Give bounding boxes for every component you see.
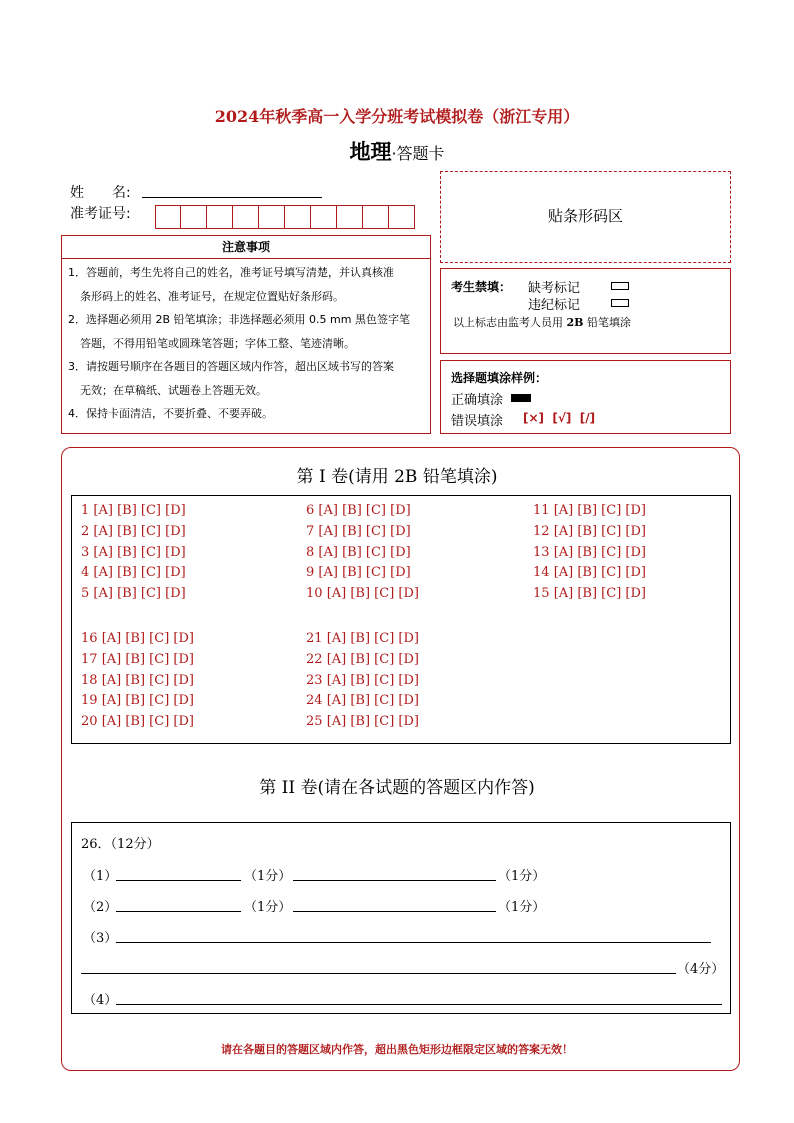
question-row[interactable]: 3 [A] [B] [C] [D]	[81, 544, 186, 560]
subject-title	[0, 136, 794, 166]
q26-part2-blank-b[interactable]	[293, 911, 496, 912]
q26-part3-blank-b[interactable]	[81, 973, 676, 974]
absent-checkbox[interactable]	[611, 282, 629, 290]
question-row[interactable]: 17 [A] [B] [C] [D]	[81, 651, 194, 667]
question-row[interactable]: 5 [A] [B] [C] [D]	[81, 586, 186, 602]
correct-fill-mark	[511, 394, 531, 402]
violation-checkbox[interactable]	[611, 299, 629, 307]
q26-part3-label: （3）	[83, 931, 118, 946]
subject-name: 地理	[349, 139, 392, 164]
absent-label: 缺考标记	[528, 281, 581, 296]
barcode-area	[440, 171, 731, 263]
q26-part2-blank-a[interactable]	[116, 911, 241, 912]
q26-part3-blank-a[interactable]	[116, 942, 711, 943]
question-row[interactable]: 1 [A] [B] [C] [D]	[81, 503, 186, 518]
choice-col-2	[306, 501, 419, 605]
question-row[interactable]: 19 [A] [B] [C] [D]	[81, 693, 194, 709]
question-row[interactable]: 25 [A] [B] [C] [D]	[306, 714, 419, 730]
q26-label: 26．（12分）	[81, 837, 160, 852]
q26-part1-label: （1）	[83, 869, 118, 884]
fill-sample-box	[440, 360, 731, 434]
id-label: 准考证号:	[70, 206, 131, 222]
q26-part4-label: （4）	[83, 993, 118, 1008]
q26-part3-score: （4分）	[677, 962, 725, 977]
prohibited-note	[453, 314, 631, 330]
name-label: 姓 名:	[70, 185, 131, 201]
section2-title: 第 II 卷(请在各试题的答题区内作答)	[259, 778, 535, 798]
q26-part2-label: （2）	[83, 900, 118, 915]
section1-title: 第 I 卷(请用 2B 铅笔填涂)	[296, 467, 498, 487]
notes-title: 注意事项	[221, 240, 270, 254]
question-row[interactable]: 13 [A] [B] [C] [D]	[533, 544, 646, 560]
question-row[interactable]: 8 [A] [B] [C] [D]	[306, 544, 411, 560]
prohibited-box	[440, 268, 731, 354]
question-row[interactable]: 10 [A] [B] [C] [D]	[306, 586, 419, 602]
barcode-label: 贴条形码区	[547, 207, 623, 225]
prohibited-label: 考生禁填：	[451, 280, 512, 294]
question-row[interactable]: 21 [A] [B] [C] [D]	[306, 631, 419, 646]
q26-part4-blank[interactable]	[116, 1004, 722, 1005]
q26-part1-blank-a[interactable]	[116, 880, 241, 881]
violation-label: 违纪标记	[528, 298, 581, 313]
question-row[interactable]: 15 [A] [B] [C] [D]	[533, 586, 646, 602]
footer-warning: 请在各题目的答题区域内作答，超出黑色矩形边框限定区域的答案无效！	[221, 1043, 573, 1056]
question-row[interactable]: 7 [A] [B] [C] [D]	[306, 523, 411, 539]
notes-box	[61, 258, 431, 434]
question-row[interactable]: 12 [A] [B] [C] [D]	[533, 523, 646, 539]
prohibited-note-prefix: 以上标志由监考人员用	[453, 316, 563, 329]
question-row[interactable]: 23 [A] [B] [C] [D]	[306, 672, 419, 688]
question-row[interactable]: 20 [A] [B] [C] [D]	[81, 714, 194, 730]
q26-part1-score-b: （1分）	[498, 869, 546, 884]
correct-fill-label: 正确填涂	[451, 393, 504, 408]
card-label: ·答题卡	[391, 144, 445, 163]
question-row[interactable]: 9 [A] [B] [C] [D]	[306, 565, 411, 581]
note-2-cont: 答题，不得用铅笔或圆珠笔答题；字体工整、笔迹清晰。	[80, 336, 355, 350]
q26-part2-score-b: （1分）	[498, 900, 546, 915]
note-4: 4．保持卡面清洁，不要折叠、不要弄破。	[68, 407, 273, 420]
note-3-cont: 无效；在草稿纸、试题卷上答题无效。	[80, 383, 267, 397]
question-row[interactable]: 22 [A] [B] [C] [D]	[306, 651, 419, 667]
question-row[interactable]: 4 [A] [B] [C] [D]	[81, 565, 186, 581]
question-row[interactable]: 6 [A] [B] [C] [D]	[306, 503, 411, 518]
question-row[interactable]: 14 [A] [B] [C] [D]	[533, 565, 646, 581]
wrong-fill-marks: [×] [√] [/]	[523, 411, 596, 425]
question-row[interactable]: 2 [A] [B] [C] [D]	[81, 523, 186, 539]
question-row[interactable]: 18 [A] [B] [C] [D]	[81, 672, 194, 688]
wrong-fill-label: 错误填涂	[451, 414, 504, 429]
question-row[interactable]: 16 [A] [B] [C] [D]	[81, 631, 194, 646]
id-cells[interactable]	[155, 205, 415, 229]
exam-title: 2024年秋季高一入学分班考试模拟卷（浙江专用）	[214, 107, 580, 126]
fill-sample-title: 选择题填涂样例：	[451, 371, 548, 385]
name-field[interactable]	[142, 196, 322, 198]
note-1-cont: 条形码上的姓名、准考证号，在规定位置贴好条形码。	[80, 289, 344, 303]
choice-col-1	[81, 501, 186, 605]
q26-part1-blank-b[interactable]	[293, 880, 496, 881]
q26-part2-score-a: （1分）	[244, 900, 292, 915]
note-2: 2．选择题必须用 2B 铅笔填涂；非选择题必须用 0.5 mm 黑色签字笔	[68, 313, 410, 326]
prohibited-note-suffix: 铅笔填涂	[586, 316, 631, 329]
choice-col-3	[533, 501, 646, 605]
choice-col-4	[81, 629, 194, 733]
note-1: 1．答题前，考生先将自己的姓名，准考证号填写清楚，并认真核准	[68, 266, 394, 279]
choice-col-5	[306, 629, 419, 733]
q26-box	[71, 822, 731, 1014]
question-row[interactable]: 24 [A] [B] [C] [D]	[306, 693, 419, 709]
question-row[interactable]: 11 [A] [B] [C] [D]	[533, 503, 646, 518]
prohibited-note-bold: 2B	[566, 316, 584, 329]
note-3: 3．请按题号顺序在各题目的答题区域内作答，超出区域书写的答案	[68, 360, 394, 373]
notes-title-box	[61, 235, 431, 259]
q26-part1-score-a: （1分）	[244, 869, 292, 884]
